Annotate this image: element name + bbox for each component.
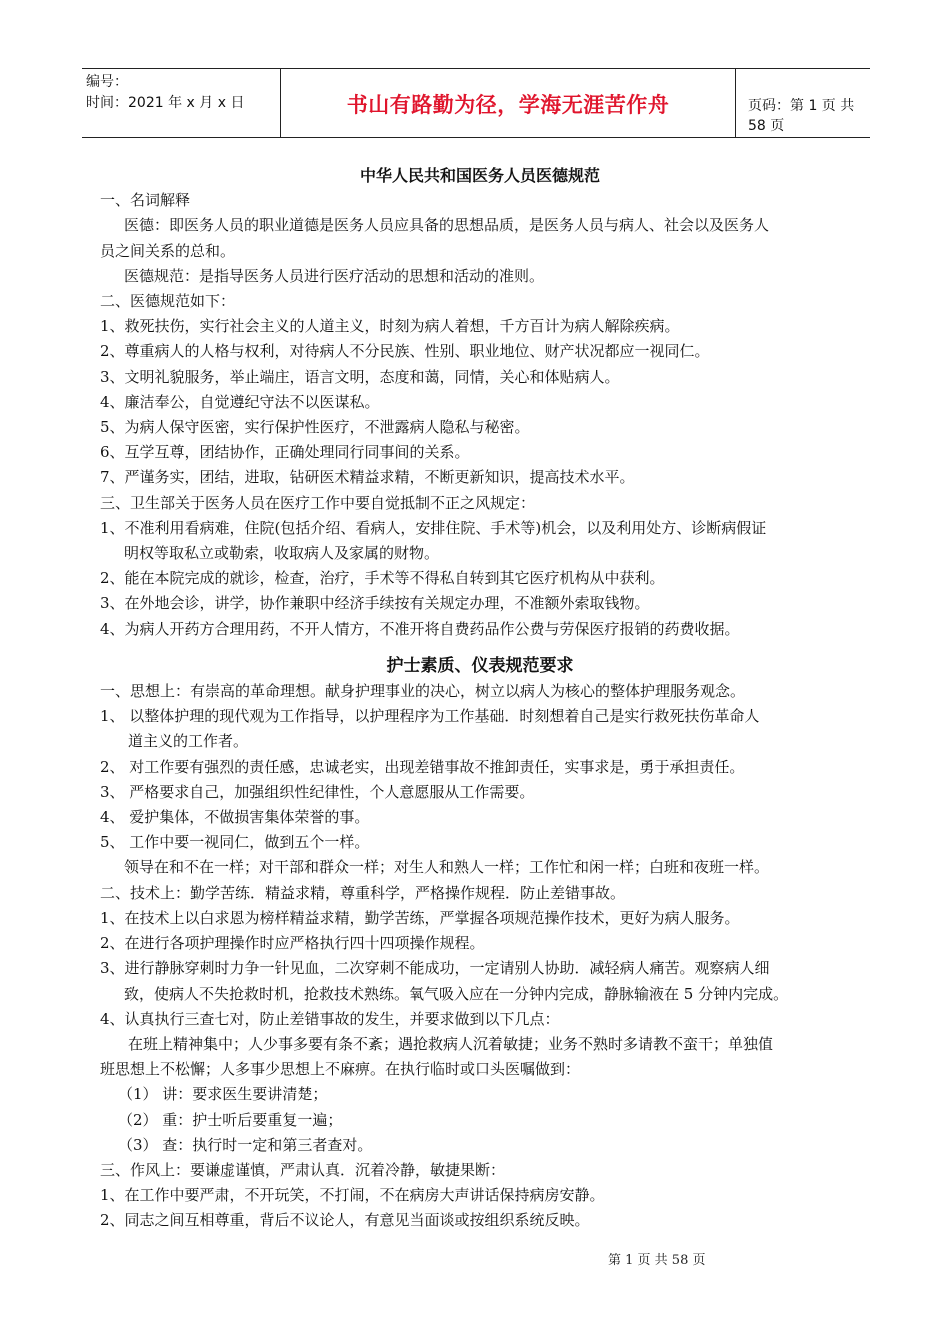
heading-line: 二、医德规范如下： — [100, 292, 236, 311]
document-body — [100, 163, 860, 1234]
list-item: 3、文明礼貌服务，举止端庄，语言文明，态度和蔼，同情，关心和体贴病人。 — [100, 367, 620, 386]
heading-line: 一、思想上：有崇高的革命理想。献身护理事业的决心，树立以病人为核心的整体护理服务观念。 — [100, 682, 746, 701]
heading-line: 三、卫生部关于医务人员在医疗工作中要自觉抵制不正之风规定： — [100, 493, 536, 512]
list-item: 2、 对工作要有强烈的责任感，忠诚老实，出现差错事故不推卸责任，实事求是，勇于承担责任。 — [100, 757, 745, 776]
list-item: 1、在工作中要严肃，不开玩笑，不打闹，不在病房大声讲话保持病房安静。 — [100, 1186, 605, 1205]
sub-item: （3） 查：执行时一定和第三者查对。 — [118, 1135, 373, 1154]
list-item: 4、 爱护集体，不做损害集体荣誉的事。 — [100, 808, 370, 827]
list-item: 4、认真执行三查七对，防止差错事故的发生，并要求做到以下几点： — [100, 1009, 560, 1028]
list-item-continuation: 明权等取私立或勒索，收取病人及家属的财物。 — [124, 544, 440, 563]
list-item: 3、在外地会诊，讲学，协作兼职中经济手续按有关规定办理，不准额外索取钱物。 — [100, 594, 650, 613]
document-number-label: 编号： — [86, 74, 128, 90]
document-date-label: 时间：2021 年 x 月 x 日 — [86, 95, 245, 111]
heading-line: 三、作风上：要谦虚谨慎，严肃认真．沉着冷静，敏捷果断： — [100, 1160, 506, 1179]
page-header — [82, 68, 870, 138]
heading-line: 二、技术上：勤学苦练．精益求精，尊重科学，严格操作规程．防止差错事故。 — [100, 883, 626, 902]
list-item: 3、 严格要求自己，加强组织性纪律性，个人意愿服从工作需要。 — [100, 782, 535, 801]
list-item-continuation: 致，使病人不失抢救时机，抢救技术熟练。氧气吸入应在一分钟内完成，静脉输液在 5 分钟内完成。 — [124, 984, 789, 1003]
list-item: 4、为病人开药方合理用药，不开人情方，不准开将自费药品作公费与劳保医疗报销的药费收据。 — [100, 619, 740, 638]
header-meta — [82, 69, 280, 137]
sub-item: （1） 讲：要求医生要讲清楚； — [118, 1085, 328, 1104]
list-item: 2、尊重病人的人格与权利，对待病人不分民族、性别、职业地位、财产状况都应一视同仁。 — [100, 342, 710, 361]
section2-title: 护士素质、仪表规范要求 — [386, 655, 574, 676]
header-page-info: 页码：第 1 页 共 58 页 — [748, 98, 855, 134]
list-item: 6、互学互尊，团结协作，正确处理同行同事间的关系。 — [100, 443, 470, 462]
list-item: 5、为病人保守医密，实行保护性医疗，不泄露病人隐私与秘密。 — [100, 418, 530, 437]
paragraph-line: 在班上精神集中；人少事多要有条不紊；遇抢救病人沉着敏捷；业务不熟时多请教不蛮干；单独值 — [128, 1034, 774, 1053]
list-item: 5、 工作中要一视同仁，做到五个一样。 — [100, 833, 370, 852]
list-item-continuation: 道主义的工作者。 — [128, 732, 249, 751]
paragraph-line: 领导在和不在一样；对干部和群众一样；对生人和熟人一样；工作忙和闲一样；白班和夜班一样。 — [124, 858, 770, 877]
list-item: 1、 以整体护理的现代观为工作指导，以护理程序为工作基础．时刻想着自己是实行救死扶伤革命人 — [100, 707, 760, 726]
section1-title: 中华人民共和国医务人员医德规范 — [359, 166, 600, 185]
list-item: 7、严谨务实，团结，进取，钻研医术精益求精，不断更新知识，提高技术水平。 — [100, 468, 635, 487]
list-item: 1、救死扶伤，实行社会主义的人道主义，时刻为病人着想，千方百计为病人解除疾病。 — [100, 317, 680, 336]
sub-item: （2） 重：护士听后要重复一遍； — [118, 1110, 343, 1129]
list-item: 4、廉洁奉公，自觉遵纪守法不以医谋私。 — [100, 392, 380, 411]
list-item: 1、在技术上以白求恩为榜样精益求精，勤学苦练，严掌握各项规范操作技术，更好为病人服务。 — [100, 908, 740, 927]
heading-line: 一、名词解释 — [100, 191, 191, 210]
header-motto: 书山有路勤为径，学海无涯苦作舟 — [346, 93, 670, 117]
paragraph-line: 员之间关系的总和。 — [100, 241, 236, 260]
list-item: 2、同志之间互相尊重，背后不议论人，有意见当面谈或按组织系统反映。 — [100, 1211, 590, 1230]
list-item: 3、进行静脉穿刺时力争一针见血，二次穿刺不能成功，一定请别人协助．减轻病人痛苦。观察病人细 — [100, 959, 770, 978]
paragraph-line: 医德规范：是指导医务人员进行医疗活动的思想和活动的准则。 — [124, 266, 545, 285]
list-item: 2、能在本院完成的就诊，检查，治疗，手术等不得私自转到其它医疗机构从中获利。 — [100, 569, 665, 588]
paragraph-line: 班思想上不松懈；人多事少思想上不麻痹。在执行临时或口头医嘱做到： — [100, 1060, 581, 1079]
page-footer: 第 1 页 共 58 页 — [608, 1253, 706, 1268]
list-item: 2、在进行各项护理操作时应严格执行四十四项操作规程。 — [100, 934, 485, 953]
header-motto-cell — [280, 69, 736, 137]
list-item: 1、不准利用看病难，住院(包括介绍、看病人，安排住院、手术等)机会，以及利用处方、诊断病假证 — [100, 518, 767, 537]
paragraph-line: 医德：即医务人员的职业道德是医务人员应具备的思想品质，是医务人员与病人、社会以及医务人 — [124, 216, 770, 235]
